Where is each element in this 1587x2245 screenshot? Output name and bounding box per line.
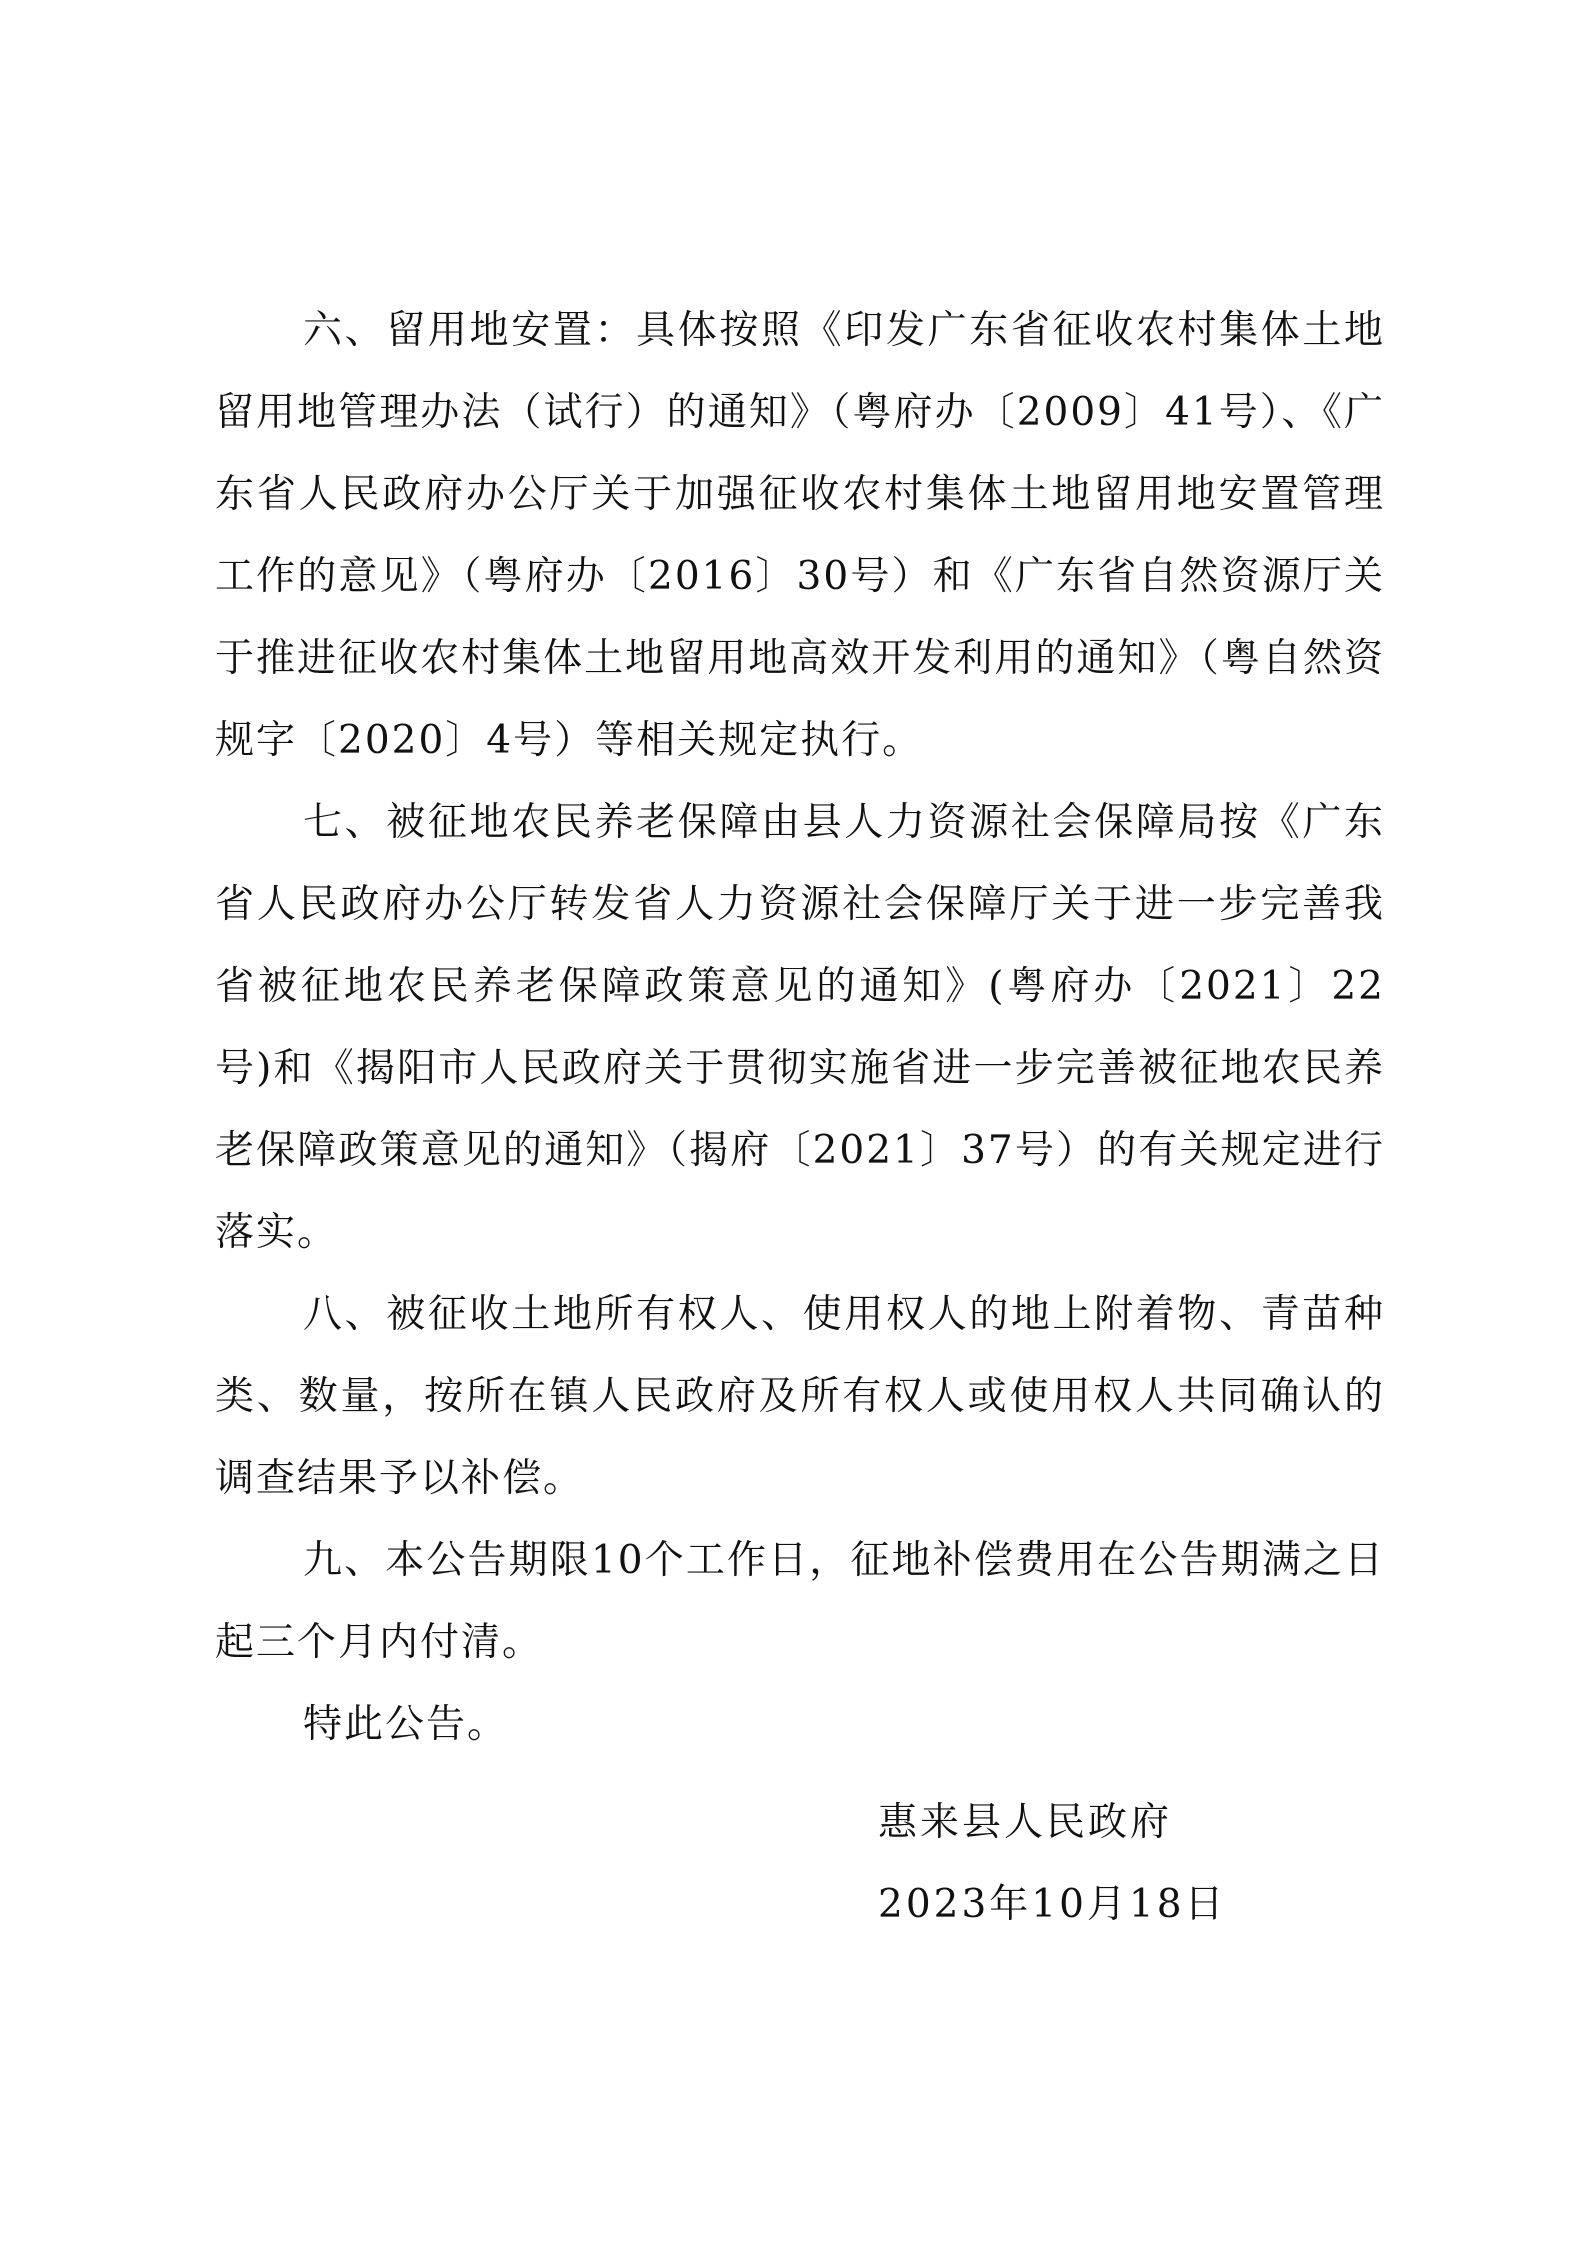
closing-statement: 特此公告。 bbox=[303, 1702, 509, 1747]
document-body bbox=[215, 290, 1385, 1766]
paragraph-nine-notice-period: 九、本公告期限10个工作日，征地补偿费用在公告期满之日起三个月内付清。 bbox=[215, 1538, 1385, 1665]
paragraph-seven-pension-security: 七、被征地农民养老保障由县人力资源社会保障局按《广东省人民政府办公厅转发省人力资源社会保障厅关于进一步完善我省被征地农民养老保障政策意见的通知》(粤府办〔2021〕22号)和《揭阳市人民政府关于贯彻实施省进一步完善被征地农民养老保障政策意见的通知》（揭府〔2021〕37号）的有关规定进行落实。 bbox=[215, 800, 1385, 1255]
issuing-authority: 惠来县人民政府 bbox=[878, 1800, 1173, 1845]
signature-block bbox=[878, 1782, 1298, 1946]
paragraph-six-reserved-land: 六、留用地安置：具体按照《印发广东省征收农村集体土地留用地管理办法（试行）的通知》（粤府办〔2009〕41号）、《广东省人民政府办公厅关于加强征收农村集体土地留用地安置管理工作的意见》（粤府办〔2016〕30号）和《广东省自然资源厅关于推进征收农村集体土地留用地高效开发利用的通知》（粤自然资规字〔2020〕4号）等相关规定执行。 bbox=[215, 308, 1385, 763]
paragraph-eight-compensation-survey: 八、被征收土地所有权人、使用权人的地上附着物、青苗种类、数量，按所在镇人民政府及所有权人或使用权人共同确认的调查结果予以补偿。 bbox=[215, 1292, 1385, 1501]
issue-date: 2023年10月18日 bbox=[878, 1882, 1227, 1927]
